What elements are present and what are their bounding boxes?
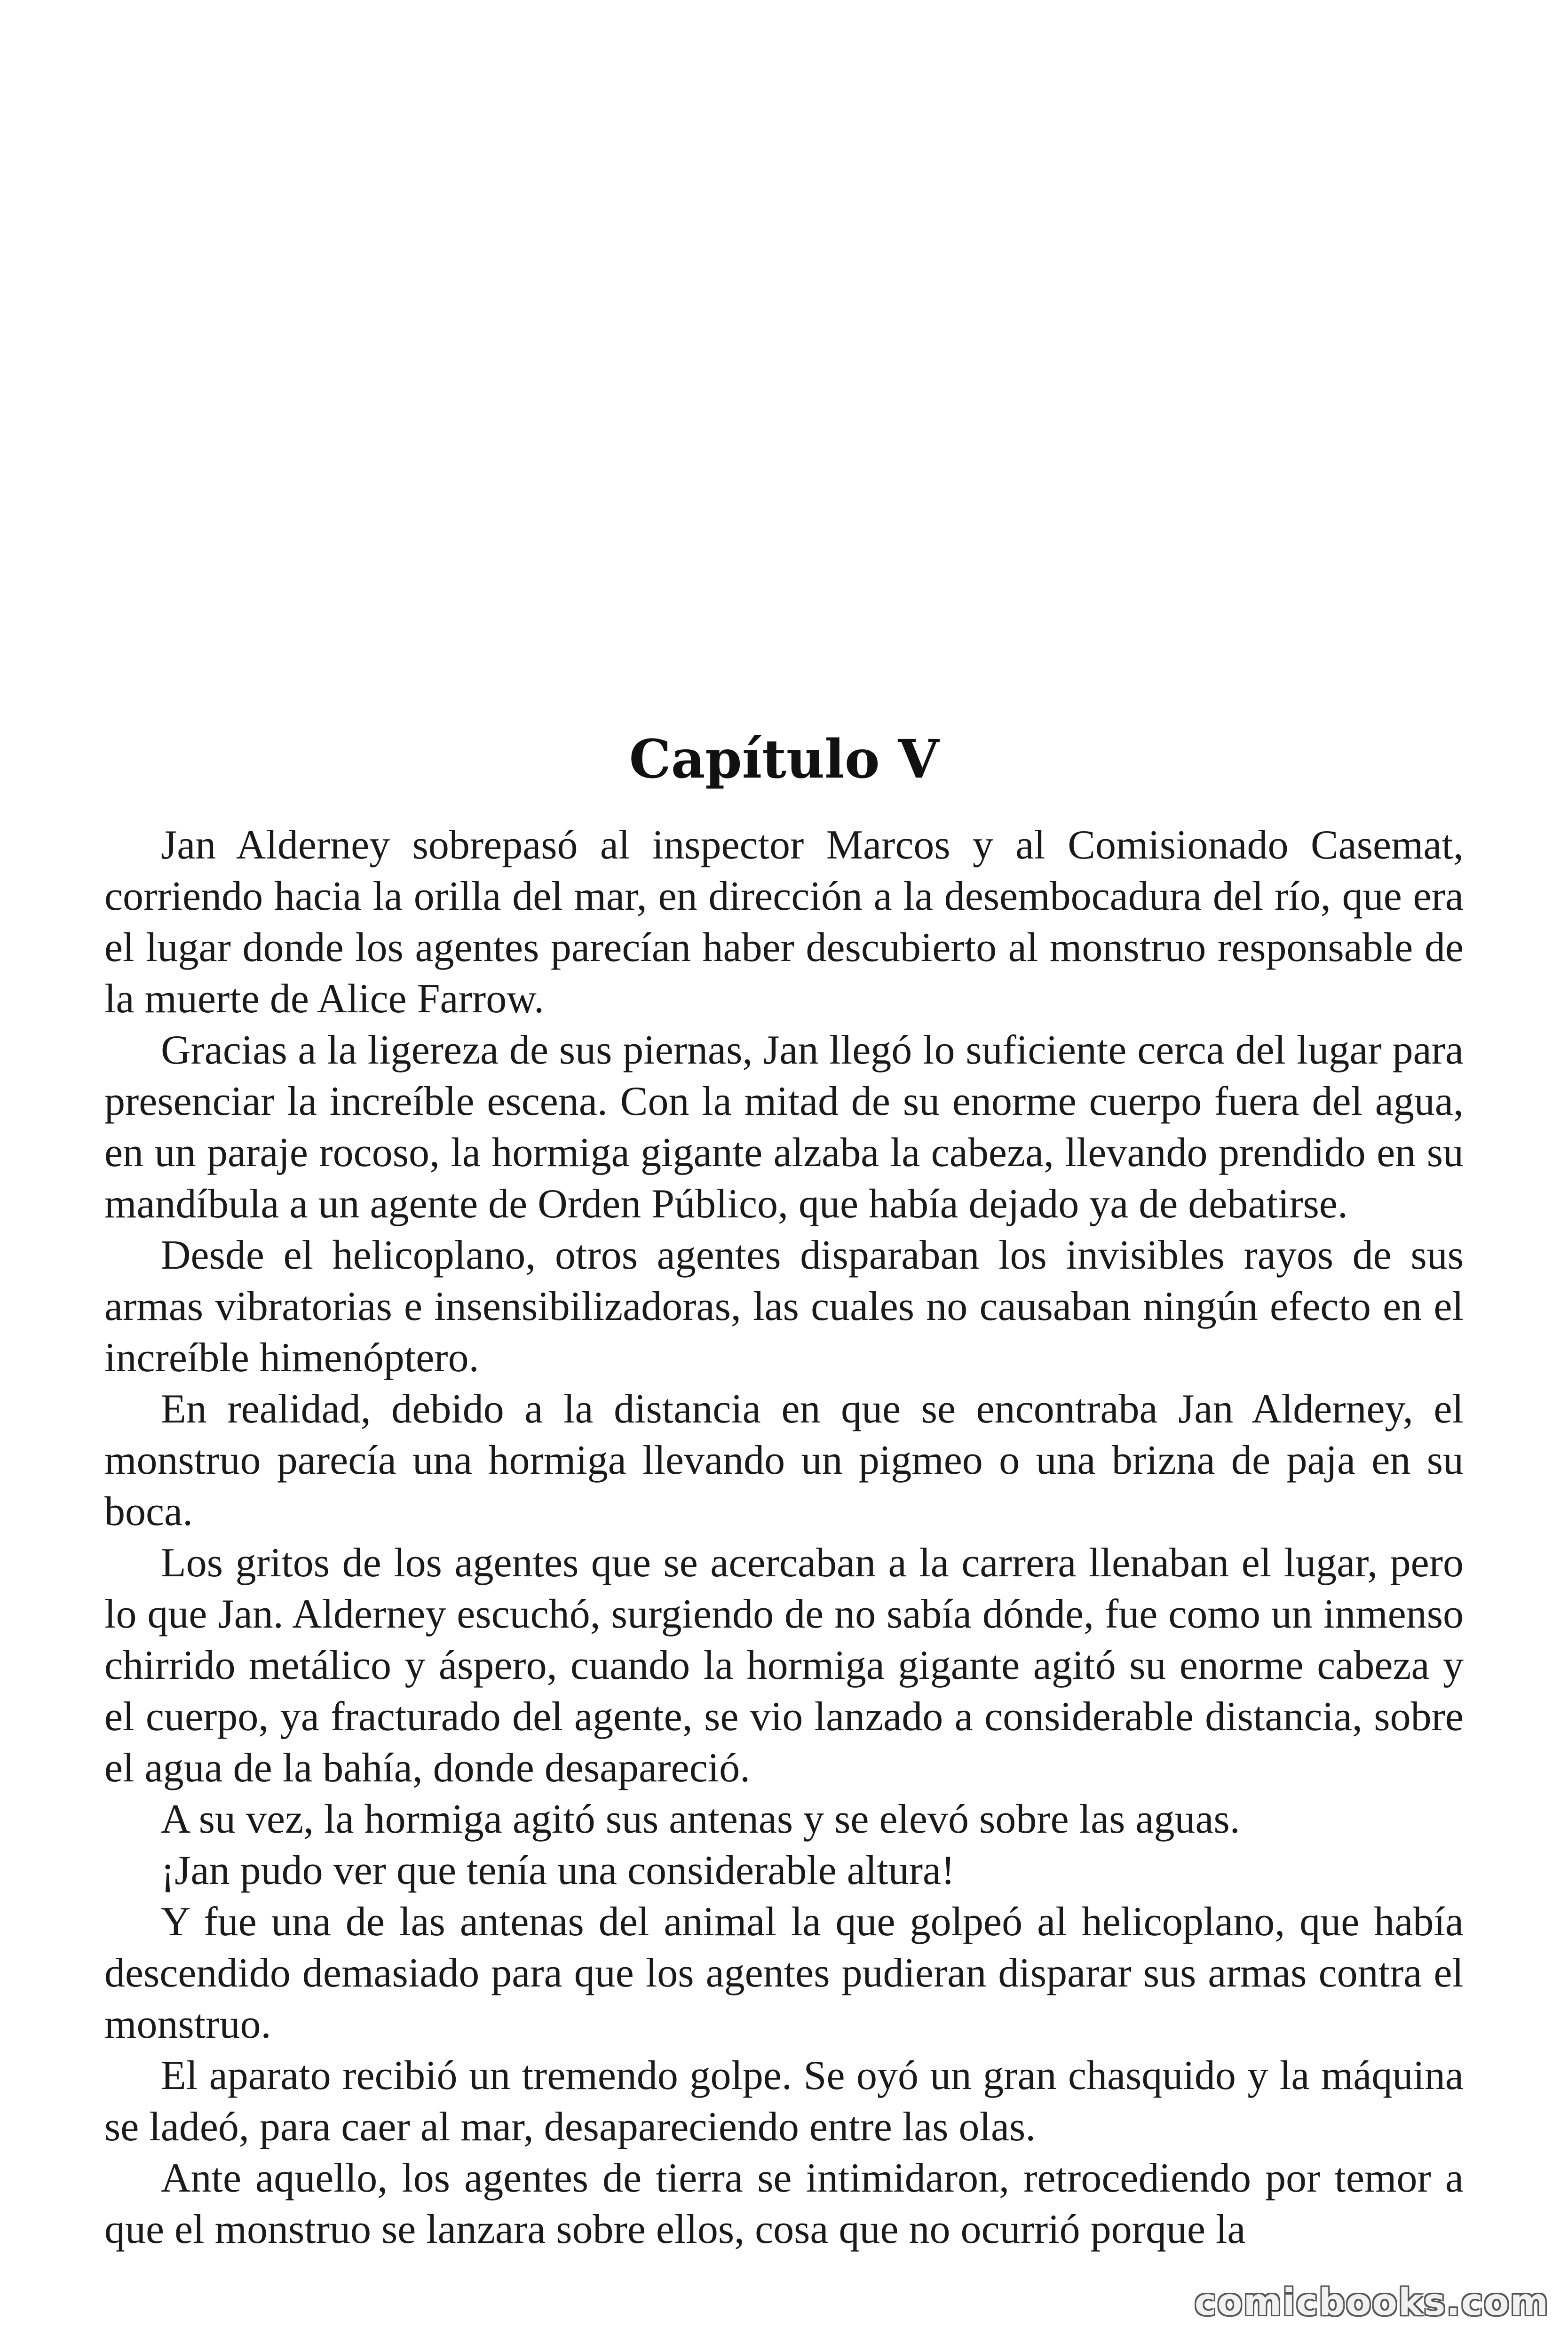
paragraph: Los gritos de los agentes que se acercaban a la carrera llenaban el lugar, pero lo que Jan. Alderney escuchó, surgiendo de no sabía dónde, fue como un inmenso chirrido metálico y áspero, cuando la hormiga gigante agitó su enorme cabeza y el cuerpo, ya fracturado del agente, se vio lanzado a considerable distancia, sobre el agua de la bahía, donde desapareció. xyxy=(104,1540,1464,1791)
paragraph: ¡Jan pudo ver que tenía una considerable altura! xyxy=(161,1848,955,1893)
paragraph: Y fue una de las antenas del animal la que golpeó al helicoplano, que había descendido demasiado para que los agentes pudieran disparar sus armas contra el monstruo. xyxy=(104,1899,1464,2047)
paragraph: A su vez, la hormiga agitó sus antenas y se elevó sobre las aguas. xyxy=(161,1796,1240,1842)
paragraph: Desde el helicoplano, otros agentes disparaban los invisibles rayos de sus armas vibratorias e insensibilizadoras, las cuales no causaban ningún efecto en el increíble himenóptero. xyxy=(104,1232,1464,1381)
paragraph: Jan Alderney sobrepasó al inspector Marcos y al Comisionado Casemat, corriendo hacia la orilla del mar, en dirección a la desembocadura del río, que era el lugar donde los agentes parecían haber descubierto al monstruo responsable de la muerte de Alice Farrow. xyxy=(104,822,1464,1022)
chapter-body xyxy=(104,819,1464,2255)
watermark-logo: comicbooks.com xyxy=(1194,2281,1549,2324)
paragraph: El aparato recibió un tremendo golpe. Se oyó un gran chasquido y la máquina se ladeó, para caer al mar, desapareciendo entre las olas. xyxy=(104,2053,1464,2150)
book-page xyxy=(104,0,1464,2352)
chapter-title: Capítulo V xyxy=(629,729,939,790)
paragraph: Gracias a la ligereza de sus piernas, Jan llegó lo suficiente cerca del lugar para presenciar la increíble escena. Con la mitad de su enorme cuerpo fuera del agua, en un paraje rocoso, la hormiga gigante alzaba la cabeza, llevando prendido en su mandíbula a un agente de Orden Público, que había dejado ya de debatirse. xyxy=(104,1027,1464,1227)
paragraph: Ante aquello, los agentes de tierra se intimidaron, retrocediendo por temor a que el monstruo se lanzara sobre ellos, cosa que no ocurrió porque la xyxy=(104,2155,1464,2252)
paragraph: En realidad, debido a la distancia en que se encontraba Jan Alderney, el monstruo parecía una hormiga llevando un pigmeo o una brizna de paja en su boca. xyxy=(104,1386,1464,1534)
